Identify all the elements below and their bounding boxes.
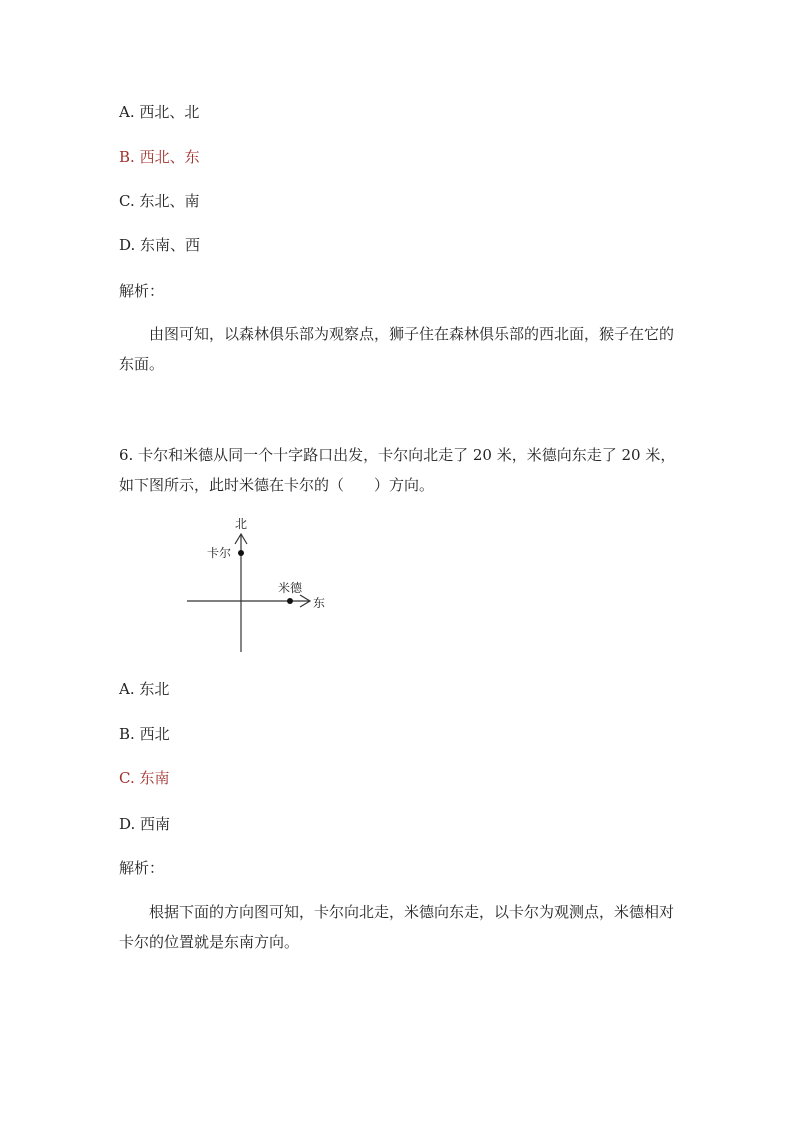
option-text: 西北: [139, 725, 170, 743]
option-text: 东北: [139, 680, 170, 698]
option-letter: D.: [119, 236, 136, 254]
option-letter: C.: [119, 769, 135, 787]
q6-option-d: [119, 814, 170, 834]
q6-option-a: [119, 679, 169, 699]
q5-analysis-label: 解析：: [119, 282, 165, 300]
q5-option-d: [119, 235, 200, 255]
karl-label: 卡尔: [207, 546, 232, 560]
option-letter: B.: [119, 725, 135, 743]
mide-label: 米德: [278, 581, 303, 595]
q5-analysis-text: 由图可知，以森林俱乐部为观察点，狮子住在森林俱乐部的西北面，猴子在它的东面。: [119, 325, 675, 373]
q6-stem: 6. 卡尔和米德从同一个十字路口出发，卡尔向北走了 20 米，米德向东走了 20 米，如下图所示，此时米德在卡尔的（ ）方向。: [119, 446, 676, 494]
option-text: 西南: [140, 815, 171, 833]
north-label: 北: [235, 517, 248, 531]
option-text: 西北、北: [139, 103, 200, 121]
q6-option-c: [119, 768, 170, 788]
option-text: 西北、东: [139, 148, 200, 166]
direction-diagram: [180, 512, 340, 657]
mide-point: [287, 598, 293, 604]
q6-analysis-text: 根据下面的方向图可知，卡尔向北走，米德向东走，以卡尔为观测点，米德相对卡尔的位置就是东南方向。: [119, 903, 675, 951]
option-letter: A.: [119, 103, 135, 121]
option-letter: D.: [119, 815, 136, 833]
option-letter: C.: [119, 192, 135, 210]
q6-analysis-label: 解析：: [119, 859, 165, 877]
q5-option-c: [119, 191, 200, 211]
option-letter: B.: [119, 148, 135, 166]
option-text: 东南: [139, 769, 170, 787]
q6-option-b: [119, 724, 170, 744]
option-text: 东北、南: [139, 192, 200, 210]
q5-option-b: [119, 147, 200, 167]
q5-option-a: [119, 102, 199, 122]
option-letter: A.: [119, 680, 135, 698]
karl-point: [238, 550, 244, 556]
east-label: 东: [313, 596, 326, 610]
option-text: 东南、西: [140, 236, 201, 254]
